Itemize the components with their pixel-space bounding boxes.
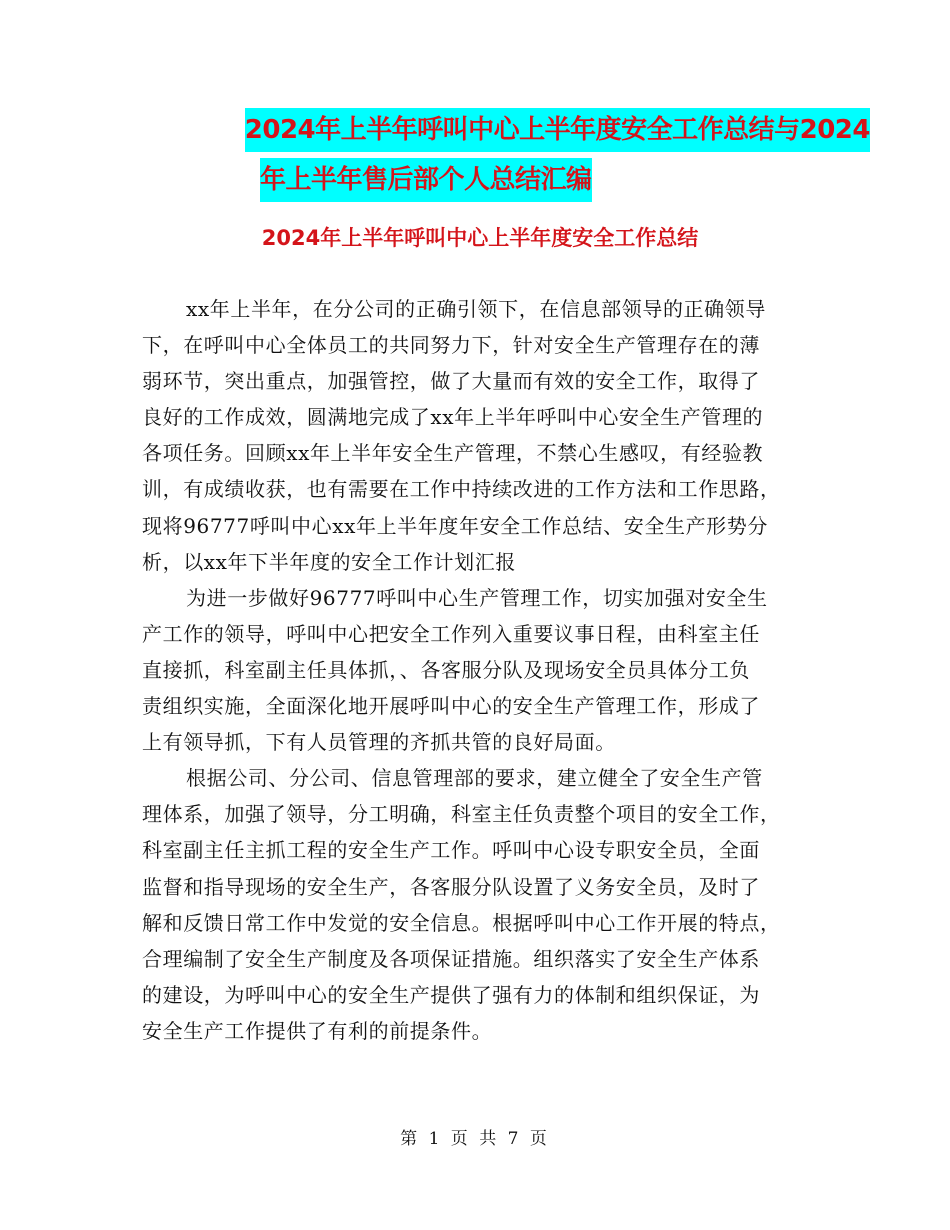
paragraph-line: 理体系，加强了领导，分工明确，科室主任负责整个项目的安全工作，: [142, 802, 781, 827]
paragraph-line: 产工作的领导，呼叫中心把安全工作列入重要议事日程，由科室主任: [142, 621, 760, 646]
title-line-2: 年上半年售后部个人总结汇编: [260, 158, 592, 202]
paragraph-line: 的建设，为呼叫中心的安全生产提供了强有力的体制和组织保证，为: [142, 982, 760, 1007]
title-line-1: 2024年上半年呼叫中心上半年度安全工作总结与2024: [245, 108, 870, 152]
section-heading: 2024年上半年呼叫中心上半年度安全工作总结: [261, 226, 699, 250]
paragraph-line: 解和反馈日常工作中发觉的安全信息。根据呼叫中心工作开展的特点，: [142, 910, 781, 935]
document-title: [120, 108, 880, 208]
paragraph-line: 下，在呼叫中心全体员工的共同努力下，针对安全生产管理存在的薄: [142, 333, 760, 358]
paragraph-line: 根据公司、分公司、信息管理部的要求，建立健全了安全生产管: [186, 766, 763, 791]
paragraph-line: 弱环节，突出重点，加强管控，做了大量而有效的安全工作，取得了: [142, 369, 760, 394]
page-footer: 第 1 页 共 7 页: [400, 1129, 550, 1149]
paragraph-line: 直接抓，科室副主任具体抓，、各客服分队及现场安全员具体分工负: [142, 657, 750, 682]
paragraph-line: 科室副主任主抓工程的安全生产工作。呼叫中心设专职安全员，全面: [142, 838, 760, 863]
body-text: [142, 291, 807, 1049]
paragraph-line: 上有领导抓，下有人员管理的齐抓共管的良好局面。: [142, 730, 616, 755]
paragraph-line: 各项任务。回顾xx年上半年安全生产管理，不禁心生感叹，有经验教: [142, 441, 764, 466]
paragraph-line: 监督和指导现场的安全生产，各客服分队设置了义务安全员，及时了: [142, 874, 760, 899]
paragraph-line: 安全生产工作提供了有利的前提条件。: [142, 1018, 493, 1043]
paragraph-line: 责组织实施，全面深化地开展呼叫中心的安全生产管理工作，形成了: [142, 694, 760, 719]
paragraph-line: 合理编制了安全生产制度及各项保证措施。组织落实了安全生产体系: [142, 946, 760, 971]
title-row-2: [120, 158, 880, 202]
paragraph-line: 训，有成绩收获，也有需要在工作中持续改进的工作方法和工作思路，: [142, 477, 781, 502]
title-row-1: [120, 108, 880, 152]
paragraph-line: xx年上半年，在分公司的正确引领下，在信息部领导的正确领导: [186, 297, 766, 321]
paragraph-line: 析，以xx年下半年度的安全工作计划汇报: [142, 549, 516, 574]
paragraph-line: 为进一步做好96777呼叫中心生产管理工作，切实加强对安全生: [186, 585, 768, 610]
paragraph-line: 良好的工作成效，圆满地完成了xx年上半年呼叫中心安全生产管理的: [142, 405, 764, 430]
paragraph-line: 现将96777呼叫中心xx年上半年度年安全工作总结、安全生产形势分: [142, 513, 768, 538]
